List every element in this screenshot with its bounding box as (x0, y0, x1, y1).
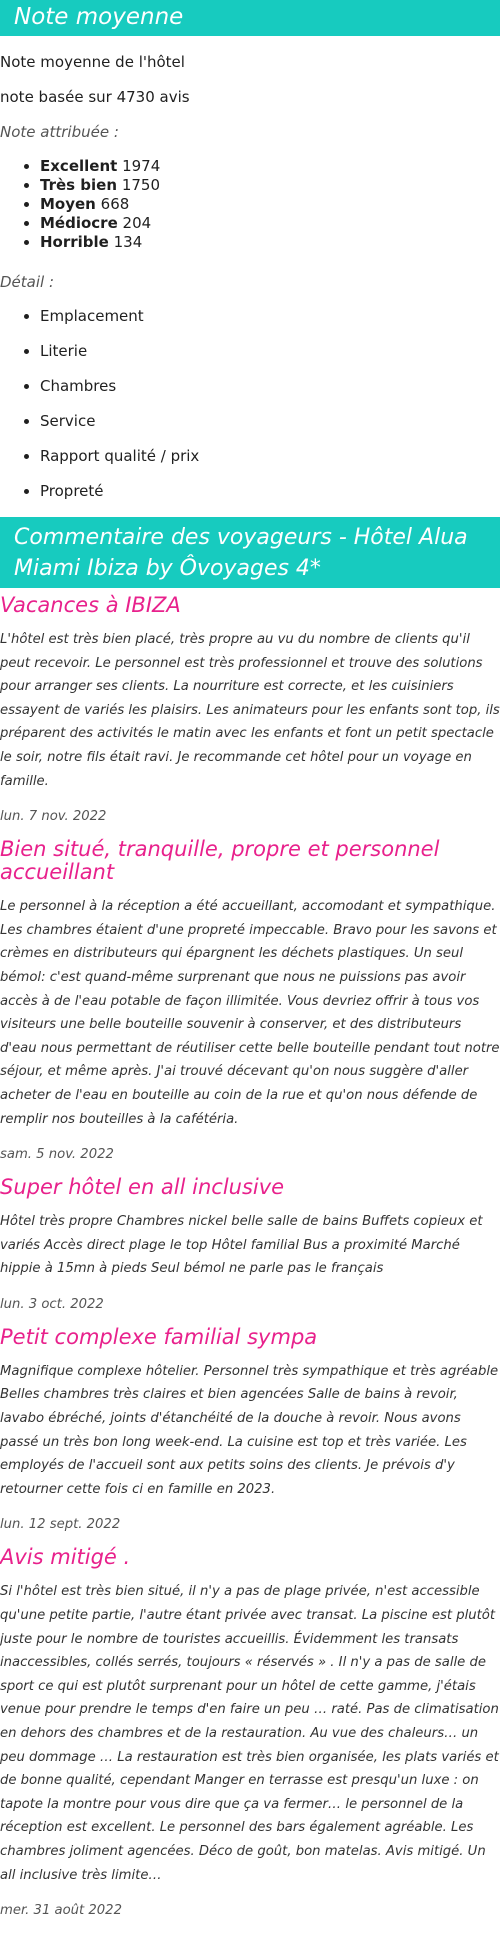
review-date: sam. 5 nov. 2022 (0, 1147, 114, 1163)
detail-item-service: • Service (40, 412, 500, 431)
review-body: Magnifique complexe hôtelier. Personnel très sympathique et très agréable Belles chambres très claires et bien agencées Salle de bains à revoir, lavabo ébréché, joints d'étanchéité de la douche à revoir. Nous avons passé un très bon long week-end. La cuisine est top et très variée. Les employés de l'accueil sont aux petits soins des clients. Je prévois d'y retourner cette fois ci en famille en 2023. (0, 1363, 499, 1497)
rating-label: Excellent (40, 157, 118, 175)
rating-label: Moyen (40, 195, 96, 213)
review-date: lun. 7 nov. 2022 (0, 809, 107, 825)
review-body: L'hôtel est très bien placé, très propre au vu du nombre de clients qu'il peut recevoir. Le personnel est très professionnel et trouve des solutions pour arranger ses clients. La nourriture est correcte, et les cuisiniers essayent de variés les plaisirs. Les animateurs pour les enfants sont top, ils préparent des activités le matin avec les enfants et font un petit spectacle le soir, notre fils était ravi. Je recommande cet hôtel pour un voyage en famille. (0, 632, 500, 789)
rating-label: Horrible (40, 233, 109, 251)
rating-label: Médiocre (40, 214, 118, 232)
review-title: Petit complexe familial sympa (0, 1324, 318, 1349)
review-body: Hôtel très propre Chambres nickel belle salle de bains Buffets copieux et variés Accès direct plage le top Hôtel familial Bus a proximité Marché hippie à 15mn à pieds Seul bémol ne parle pas le français (0, 1214, 483, 1277)
review-count: note basée sur 4730 avis (0, 88, 190, 106)
review-date: lun. 3 oct. 2022 (0, 1296, 104, 1312)
review-card (0, 594, 500, 826)
review-title: Bien situé, tranquille, propre et personnel accueillant (0, 837, 440, 885)
review-date: lun. 12 sept. 2022 (0, 1517, 121, 1533)
rating-count: 668 (100, 195, 130, 213)
detail-item-chambres: • Chambres (40, 377, 500, 396)
review-card (0, 1176, 500, 1314)
comments-section (0, 517, 500, 1920)
detail-list (0, 307, 500, 501)
rating-item-horrible (40, 233, 500, 252)
rating-item-moyen (40, 195, 500, 214)
rating-label: Très bien (40, 176, 118, 194)
review-card (0, 838, 500, 1164)
rating-item-tres-bien (40, 176, 500, 195)
rating-count: 134 (113, 233, 143, 251)
note-section-header: Note moyenne (0, 0, 500, 36)
detail-item-emplacement: • Emplacement (40, 307, 500, 326)
rating-count: 1750 (121, 176, 161, 194)
review-body: Le personnel à la réception a été accueillant, accomodant et sympathique. Les chambres étaient d'une propreté impeccable. Bravo pour les savons et crèmes en distributeurs qui épargnent les déchets plastiques. Un seul bémol: c'est quand-même surprenant que nous ne puissions pas avoir accès à de l'eau potable de façon illimitée. Vous devriez offrir à tous vos visiteurs une belle bouteille souvenir à conserver, et des distributeurs d'eau nous permettant de réutiliser cette belle bouteille pendant tout notre séjour, et même après. J'ai trouvé décevant qu'on nous suggère d'aller acheter de l'eau en bouteille au coin de la rue et qu'on nous défende de remplir nos bouteilles à la cafétéria. (0, 899, 500, 1127)
review-card (0, 1546, 500, 1920)
detail-label: Détail : (0, 273, 55, 291)
rating-count: 1974 (122, 157, 161, 175)
hotel-rating-label: Note moyenne de l'hôtel (0, 53, 185, 71)
review-title: Super hôtel en all inclusive (0, 1175, 285, 1200)
rating-item-excellent (40, 157, 500, 176)
comments-section-header: Commentaire des voyageurs - Hôtel Alua Miami Ibiza by Ôvoyages 4* (0, 517, 500, 588)
rating-breakdown-list (0, 157, 500, 252)
attributed-rating-label: Note attribuée : (0, 123, 119, 141)
rating-item-mediocre (40, 214, 500, 233)
detail-item-rapport-qualite-prix: • Rapport qualité / prix (40, 447, 500, 466)
review-date: mer. 31 août 2022 (0, 1903, 122, 1919)
review-body: Si l'hôtel est très bien situé, il n'y a pas de plage privée, n'est accessible qu'une petite partie, l'autre étant privée avec transat. La piscine est plutôt juste pour le nombre de touristes accueillis. Évidemment les transats inaccessibles, collés serrés, toujours « réservés » . Il n'y a pas de salle de sport ce qui est plutôt surprenant pour un hôtel de cette gamme, j'étais venue pour prendre le temps d'en faire un peu … raté. Pas de climatisation en dehors des chambres et de la restauration. Au vue des chaleurs… un peu dommage … La restauration est très bien organisée, les plats variés et de bonne qualité, cependant Manger en terrasse est presqu'un luxe : on tapote la montre pour vous dire que ça va fermer… le personnel de la réception est excellent. Le personnel des bars également agréable. Les chambres joliment agencées. Déco de goût, bon matelas. Avis mitigé. Un all inclusive très limite… (0, 1584, 499, 1883)
detail-item-literie: • Literie (40, 342, 500, 361)
detail-item-proprete: • Propreté (40, 482, 500, 501)
review-title: Vacances à IBIZA (0, 593, 181, 617)
rating-count: 204 (122, 214, 152, 232)
review-card (0, 1326, 500, 1535)
review-title: Avis mitigé . (0, 1545, 131, 1570)
note-section (0, 0, 500, 501)
